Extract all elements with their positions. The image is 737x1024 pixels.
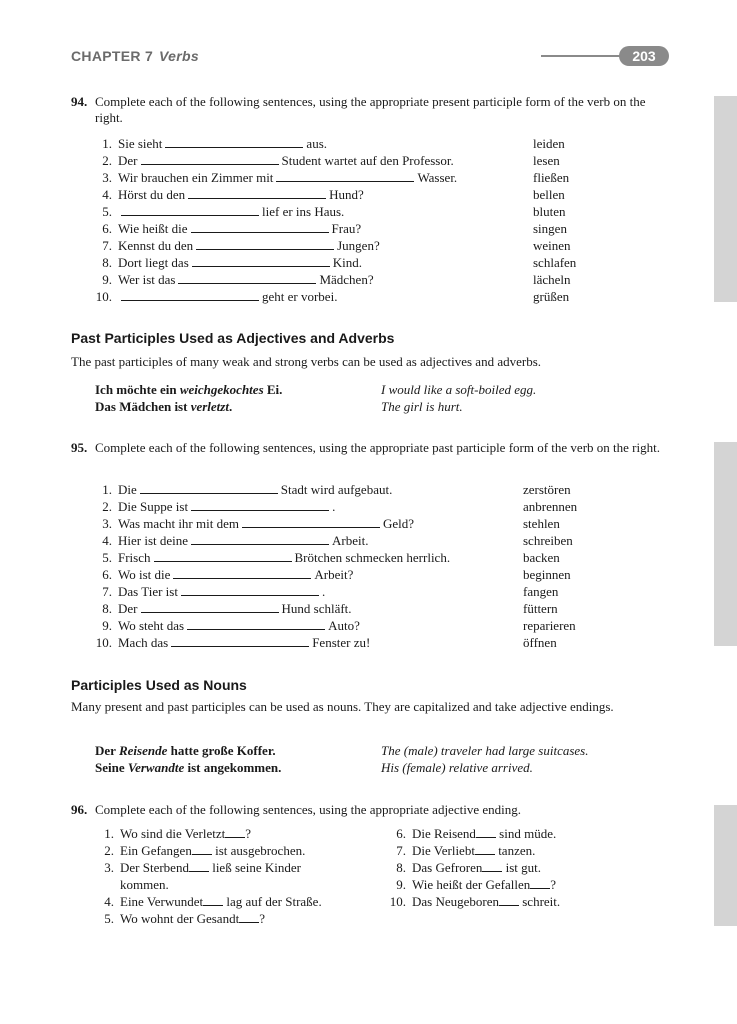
item-text-after: Jungen? — [337, 238, 380, 253]
answer-blank — [192, 843, 212, 855]
item-text-before: Wo sind die Verletzt — [120, 826, 226, 841]
exercise-item — [384, 842, 535, 859]
item-number: 2. — [104, 843, 114, 858]
exercise-item — [90, 203, 344, 220]
item-verb: reparieren — [523, 618, 576, 633]
answer-blank — [191, 533, 329, 545]
item-text-before: Was macht ihr mit dem — [118, 516, 239, 531]
item-number: 5. — [102, 550, 112, 565]
page-header — [71, 46, 671, 68]
item-number: 9. — [102, 618, 112, 633]
item-text-after: ließ seine Kinder — [208, 860, 302, 875]
answer-blank — [178, 272, 316, 284]
side-tab — [714, 805, 737, 926]
example-text: Das Mädchen ist — [95, 399, 191, 414]
item-verb: fangen — [523, 584, 559, 599]
example-german — [95, 742, 276, 759]
answer-blank — [239, 911, 259, 923]
item-text-after: lag auf der Straße. — [223, 894, 322, 909]
section-heading: Participles Used as Nouns — [71, 677, 247, 693]
item-text-before: Das Neugeboren — [412, 894, 499, 909]
answer-blank — [196, 238, 334, 250]
item-verb: singen — [533, 221, 567, 236]
item-text-before: Die — [118, 482, 137, 497]
item-text-after: . — [332, 499, 336, 514]
item-continuation: kommen. — [120, 877, 169, 892]
item-text-after: Auto? — [328, 618, 360, 633]
answer-blank — [140, 482, 278, 494]
example-participle: verletzt — [190, 399, 229, 414]
answer-blank — [165, 136, 303, 148]
item-number: 10. — [95, 635, 112, 650]
item-verb: anbrennen — [523, 499, 578, 514]
item-number: 1. — [102, 482, 112, 497]
item-number: 4. — [104, 894, 114, 909]
exercise-item — [90, 288, 337, 305]
example-text: ist angekommen. — [184, 760, 282, 775]
item-number: 6. — [102, 567, 112, 582]
answer-blank — [141, 601, 279, 613]
item-number: 9. — [396, 877, 406, 892]
item-text-after: lief er ins Haus. — [262, 204, 345, 219]
answer-blank — [187, 618, 325, 630]
answer-blank — [475, 843, 495, 855]
item-text-after: Fenster zu! — [312, 635, 371, 650]
item-text-after: . — [321, 584, 326, 599]
item-verb: beginnen — [523, 567, 571, 582]
example-english: I would like a soft-boiled egg. — [381, 382, 537, 397]
item-text-before: Ein Gefangen — [120, 843, 192, 858]
exercise-item — [90, 515, 414, 532]
example-german — [95, 398, 232, 415]
answer-blank — [192, 255, 330, 267]
exercise-96-instruction — [71, 802, 671, 818]
item-verb: lächeln — [533, 272, 571, 287]
item-text-before: Hörst du den — [118, 187, 186, 202]
item-number: 7. — [396, 843, 406, 858]
example-text: Ich möchte ein — [95, 382, 180, 397]
item-text-before: Hier ist deine — [118, 533, 189, 548]
example-german — [95, 759, 281, 776]
exercise-item — [92, 842, 305, 859]
item-verb: füttern — [523, 601, 558, 616]
item-text-after: Arbeit. — [332, 533, 369, 548]
exercise-item — [90, 186, 364, 203]
item-number: 3. — [102, 516, 112, 531]
exercise-text: Complete each of the following sentences, using the appropriate adjective ending. — [95, 802, 521, 817]
answer-blank — [188, 187, 326, 199]
example-participle: weichgekochtes — [179, 382, 264, 397]
item-verb: schlafen — [533, 255, 577, 270]
item-number: 8. — [396, 860, 406, 875]
example-english: The (male) traveler had large suitcases. — [381, 743, 589, 758]
item-text-after: Hund? — [329, 187, 364, 202]
header-rule — [541, 55, 631, 57]
answer-blank — [121, 289, 259, 301]
item-verb: lesen — [533, 153, 560, 168]
item-number: 8. — [102, 601, 112, 616]
item-number: 5. — [102, 204, 112, 219]
item-text-before: Wo ist die — [118, 567, 171, 582]
item-number: 3. — [102, 170, 112, 185]
item-text-after: ? — [245, 826, 251, 841]
item-text-after: Hund schläft. — [281, 601, 352, 616]
section-intro: Many present and past participles can be used as nouns. They are capitalized and take adjective endings. — [71, 699, 614, 714]
item-text-before: Der — [118, 601, 138, 616]
item-text-after: ? — [259, 911, 265, 926]
item-text-after: Frau? — [331, 221, 362, 236]
answer-blank — [203, 894, 223, 906]
example-english: The girl is hurt. — [381, 399, 463, 414]
item-verb: bellen — [533, 187, 565, 202]
item-text-after: Geld? — [382, 516, 415, 531]
item-text-before: Die Reisend — [412, 826, 476, 841]
item-text-before: Mach das — [118, 635, 169, 650]
item-text-before: Wie heißt der Gefallen — [412, 877, 531, 892]
chapter-number: CHAPTER 7 — [71, 48, 154, 64]
item-verb: leiden — [533, 136, 565, 151]
exercise-95-instruction — [71, 440, 671, 456]
example-text: . — [228, 399, 233, 414]
item-text-after: Brötchen schmecken herrlich. — [294, 550, 451, 565]
item-text-after: Mädchen? — [319, 272, 374, 287]
answer-blank — [530, 877, 550, 889]
item-text-after: ? — [550, 877, 557, 892]
example-english: His (female) relative arrived. — [381, 760, 533, 775]
exercise-item — [90, 237, 380, 254]
exercise-item — [90, 169, 457, 186]
item-verb: bluten — [533, 204, 566, 219]
section-heading: Past Participles Used as Adjectives and Adverbs — [71, 330, 395, 346]
item-text-before: Wie heißt die — [118, 221, 188, 236]
exercise-item — [90, 566, 353, 583]
exercise-item — [90, 220, 361, 237]
answer-blank — [121, 204, 259, 216]
exercise-item — [92, 893, 322, 910]
exercise-item — [90, 532, 369, 549]
page-number-badge: 203 — [619, 46, 669, 66]
example-text: Seine — [95, 760, 128, 775]
item-number: 2. — [102, 499, 112, 514]
exercise-text: Complete each of the following sentences, using the appropriate past participle form of the verb on the right. — [95, 440, 660, 455]
answer-blank — [482, 860, 502, 872]
example-participle: Verwandte — [127, 760, 185, 775]
item-text-before: Sie sieht — [118, 136, 163, 151]
answer-blank — [242, 516, 380, 528]
item-number: 7. — [102, 238, 112, 253]
answer-blank — [171, 635, 309, 647]
item-text-before: Die Suppe ist — [118, 499, 189, 514]
answer-blank — [173, 567, 311, 579]
item-text-after: schreit. — [519, 894, 561, 909]
exercise-item — [90, 135, 327, 152]
item-text-before: Frisch — [118, 550, 151, 565]
item-verb: backen — [523, 550, 560, 565]
item-text-before: Wo wohnt der Gesandt — [120, 911, 240, 926]
item-verb: schreiben — [523, 533, 573, 548]
example-text: Der — [95, 743, 119, 758]
example-german — [95, 381, 282, 398]
exercise-item — [384, 825, 556, 842]
item-verb: stehlen — [523, 516, 560, 531]
answer-blank — [191, 221, 329, 233]
exercise-text: Complete each of the following sentences, using the appropriate present participle form of the verb on the right. — [95, 94, 646, 125]
chapter-title: Verbs — [159, 48, 199, 64]
item-text-before: Wer ist das — [118, 272, 176, 287]
exercise-item — [92, 859, 301, 876]
answer-blank — [181, 584, 319, 596]
item-text-before: Die Verliebt — [412, 843, 475, 858]
item-text-after: Stadt wird aufgebaut. — [280, 482, 393, 497]
example-text: hatte große Koffer. — [167, 743, 276, 758]
item-verb: grüßen — [533, 289, 570, 304]
exercise-item — [90, 498, 335, 515]
exercise-item — [384, 876, 556, 893]
item-text-after: ist ausgebrochen. — [211, 843, 306, 858]
exercise-item — [90, 549, 450, 566]
answer-blank — [189, 860, 209, 872]
item-text-before: Dort liegt das — [118, 255, 189, 270]
item-number: 4. — [102, 533, 112, 548]
item-text-after: Wasser. — [417, 170, 458, 185]
exercise-item — [90, 481, 392, 498]
item-number: 6. — [396, 826, 406, 841]
exercise-item — [90, 617, 360, 634]
exercise-number: 94. — [71, 94, 88, 109]
exercise-item — [92, 910, 265, 927]
item-number: 3. — [104, 860, 114, 875]
exercise-item — [384, 859, 541, 876]
item-verb: fließen — [533, 170, 570, 185]
exercise-item — [90, 271, 374, 288]
answer-blank — [476, 826, 496, 838]
answer-blank — [225, 826, 245, 838]
item-text-before: Das Gefroren — [412, 860, 483, 875]
item-number: 7. — [102, 584, 112, 599]
answer-blank — [141, 153, 279, 165]
item-verb: weinen — [533, 238, 571, 253]
item-text-after: geht er vorbei. — [262, 289, 338, 304]
item-text-before: Eine Verwundet — [120, 894, 204, 909]
exercise-item — [90, 583, 325, 600]
exercise-item — [90, 152, 454, 169]
item-verb: zerstören — [523, 482, 571, 497]
side-tab — [714, 96, 737, 302]
exercise-item — [384, 893, 560, 910]
answer-blank — [191, 499, 329, 511]
item-text-before: Der Sterbend — [120, 860, 189, 875]
exercise-item — [90, 254, 362, 271]
item-text-after: Kind. — [332, 255, 363, 270]
item-text-after: Arbeit? — [314, 567, 354, 582]
item-number: 5. — [104, 911, 114, 926]
exercise-94-instruction — [71, 94, 671, 126]
item-text-before: Kennst du den — [118, 238, 194, 253]
exercise-number: 96. — [71, 802, 88, 817]
item-text-after: sind müde. — [495, 826, 557, 841]
chapter-label — [71, 48, 199, 64]
item-text-before: Der — [118, 153, 138, 168]
answer-blank — [154, 550, 292, 562]
item-text-after: ist gut. — [502, 860, 542, 875]
exercise-item — [90, 634, 370, 651]
exercise-item — [90, 600, 352, 617]
item-text-after: tanzen. — [494, 843, 536, 858]
side-tab — [714, 442, 737, 646]
item-number: 10. — [389, 894, 406, 909]
exercise-number: 95. — [71, 440, 88, 455]
item-number: 6. — [102, 221, 112, 236]
item-number: 8. — [102, 255, 112, 270]
item-number: 9. — [102, 272, 112, 287]
item-number: 1. — [102, 136, 112, 151]
item-text-after: aus. — [306, 136, 328, 151]
item-text-before: Wir brauchen ein Zimmer mit — [118, 170, 274, 185]
item-text-before: Das Tier ist — [118, 584, 178, 599]
example-participle: Reisende — [118, 743, 168, 758]
answer-blank — [276, 170, 414, 182]
item-verb: öffnen — [523, 635, 557, 650]
item-text-before: Wo steht das — [118, 618, 185, 633]
item-number: 4. — [102, 187, 112, 202]
answer-blank — [499, 894, 519, 906]
section-intro: The past participles of many weak and strong verbs can be used as adjectives and adverbs. — [71, 354, 542, 369]
example-text: Ei. — [263, 382, 283, 397]
item-number: 10. — [95, 289, 112, 304]
item-text-after: Student wartet auf den Professor. — [281, 153, 454, 168]
exercise-item — [92, 825, 251, 842]
item-number: 2. — [102, 153, 112, 168]
item-number: 1. — [104, 826, 114, 841]
